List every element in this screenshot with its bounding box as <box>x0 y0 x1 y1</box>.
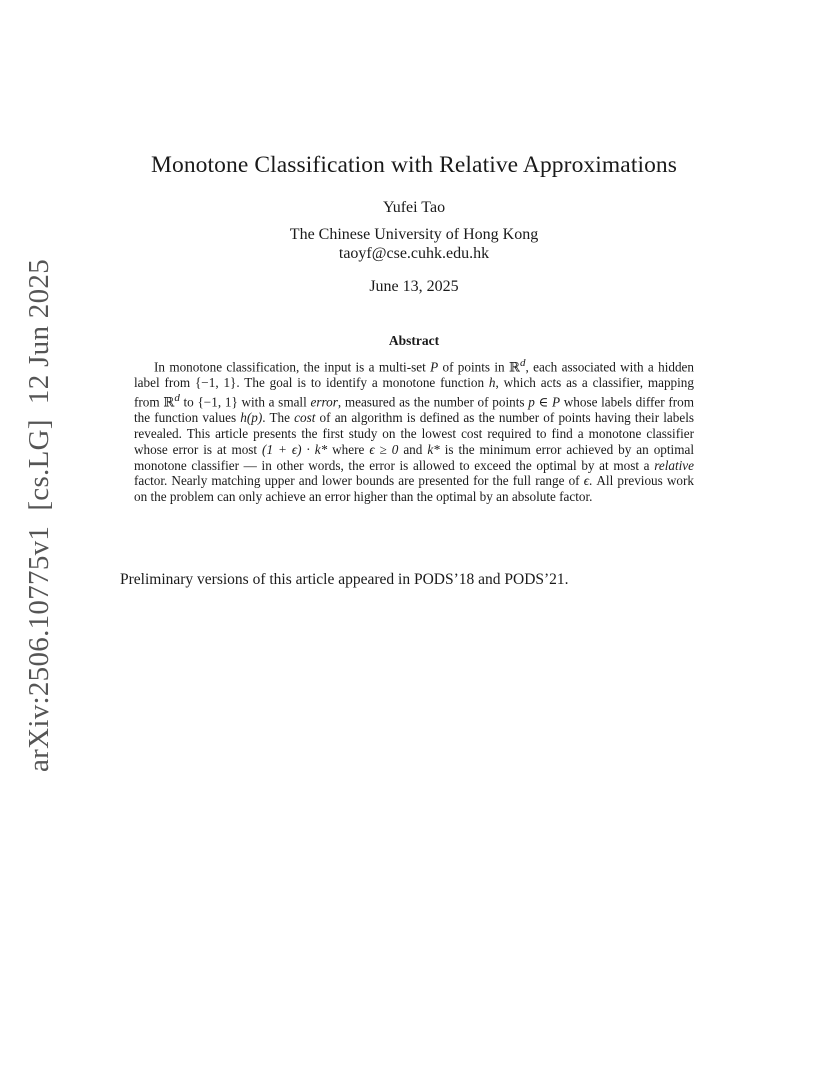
abstract-text: , each associated with a hidden label from {−1, 1}. The goal is to identify a monotone function <box>134 359 695 391</box>
math-reals: ℝ <box>509 359 520 375</box>
abstract-text: . The <box>262 410 295 426</box>
paper-date: June 13, 2025 <box>369 278 459 295</box>
abstract-text: , which acts as a classifier, mapping from <box>134 375 694 410</box>
math-h: h <box>488 375 496 391</box>
author-email: taoyf@cse.cuhk.edu.hk <box>338 245 490 262</box>
math-k-star: k* <box>427 441 440 457</box>
abstract-text: where <box>327 441 370 457</box>
abstract-text: to {−1, 1} with a small <box>179 394 311 410</box>
author-affiliation-block <box>0 225 828 263</box>
math-epsilon-condition: ϵ ≥ 0 <box>369 441 399 457</box>
author-name: Yufei Tao <box>382 199 446 216</box>
abstract-text: , measured as the number of points <box>337 394 529 410</box>
arxiv-identifier-text: arXiv:2506.10775v1 [cs.LG] 12 Jun 2025 <box>23 259 55 772</box>
abstract-text: . All previous work on the problem can only achieve an error higher than the optimal by an absolute factor. <box>134 473 694 505</box>
math-P: P <box>430 359 439 375</box>
abstract-text: of points in <box>438 359 509 375</box>
abstract-heading: Abstract <box>388 333 440 348</box>
emphasis-cost: cost <box>294 410 316 426</box>
math-p-in-P: p ∈ P <box>528 394 561 410</box>
paper-title: Monotone Classification with Relative Approximations <box>150 152 678 178</box>
abstract-body <box>134 356 694 505</box>
math-h-of-p: h(p) <box>240 410 263 426</box>
abstract-text: and <box>398 441 428 457</box>
abstract-text: factor. Nearly matching upper and lower bounds are presented for the full range of <box>134 473 584 489</box>
abstract-text: is the minimum error achieved by an optimal monotone classifier — in other words, the error is allowed to exceed the optimal by at most a <box>134 441 694 473</box>
abstract-text: whose labels differ from the function values <box>134 394 694 426</box>
math-error-bound: (1 + ϵ) · k* <box>262 441 328 457</box>
emphasis-error: error <box>310 394 338 410</box>
affiliation: The Chinese University of Hong Kong <box>289 226 539 243</box>
preliminary-versions-note: Preliminary versions of this article appeared in PODS’18 and PODS’21. <box>120 571 569 588</box>
abstract-text: of an algorithm is defined as the number of points having their labels revealed. This article presents the first study on the lowest cost required to find a monotone classifier whose error is at most <box>134 410 695 457</box>
math-reals: ℝ <box>163 394 175 410</box>
emphasis-relative: relative <box>654 457 694 473</box>
abstract-text: In monotone classification, the input is a multi-set <box>154 359 431 375</box>
math-superscript-d: d <box>519 357 526 369</box>
abstract-paragraph <box>134 356 694 505</box>
math-epsilon: ϵ <box>583 473 589 489</box>
math-superscript-d: d <box>174 391 180 404</box>
